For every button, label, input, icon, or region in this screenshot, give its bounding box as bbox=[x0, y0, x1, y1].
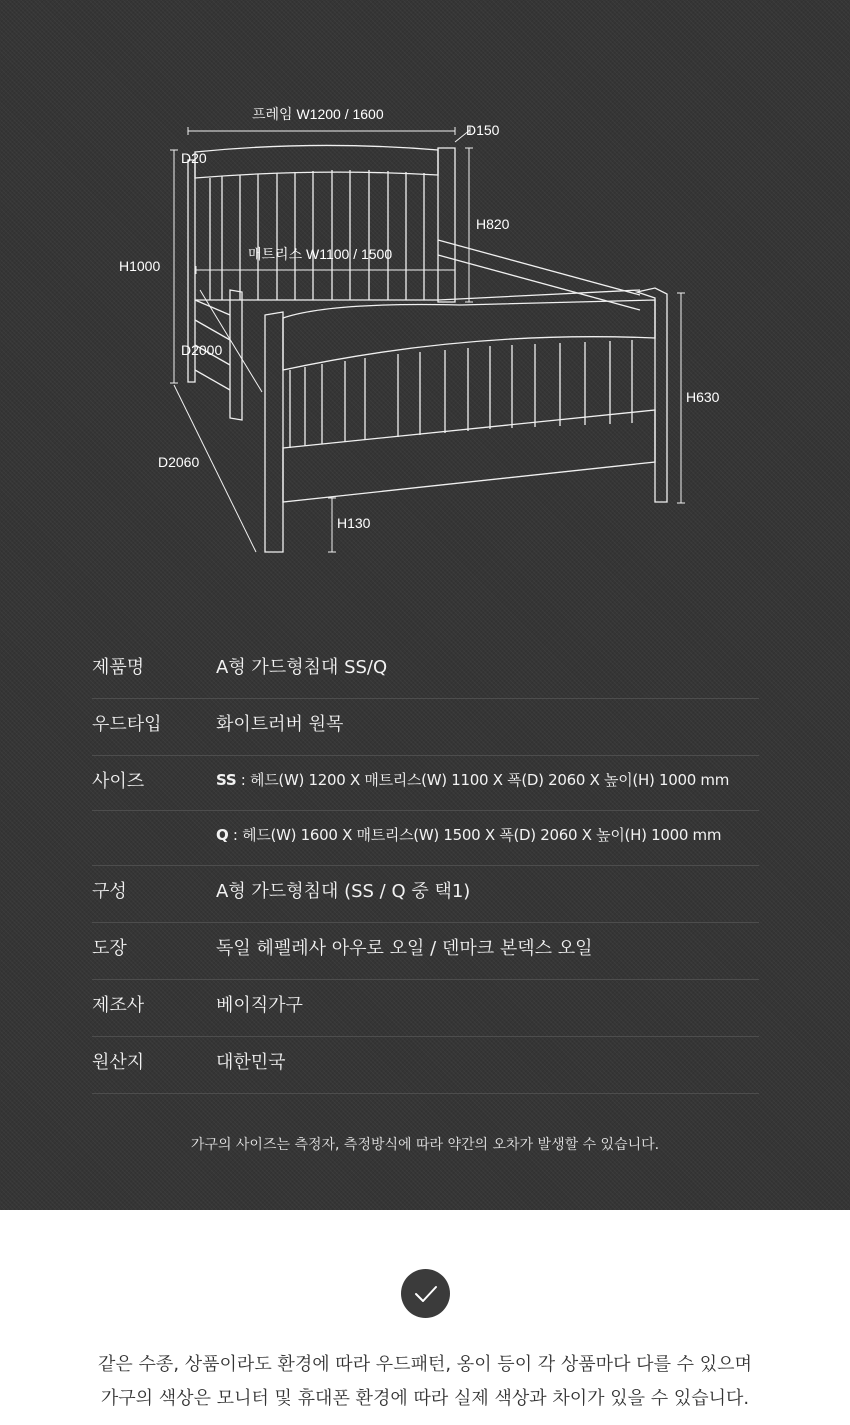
footboard-slats bbox=[290, 340, 632, 448]
footboard-left-post bbox=[265, 312, 283, 552]
spec-row-composition bbox=[92, 866, 759, 923]
checkmark-icon bbox=[401, 1269, 450, 1318]
headboard-right-post bbox=[438, 148, 455, 302]
spec-value: A형 가드형침대 (SS / Q 중 택1) bbox=[216, 881, 471, 902]
h1000-line bbox=[170, 150, 178, 383]
spec-value bbox=[216, 769, 729, 790]
spec-value bbox=[216, 824, 721, 845]
side-guard-post bbox=[230, 290, 242, 420]
side-rail bbox=[438, 240, 640, 310]
wood-notice bbox=[0, 1348, 850, 1416]
spec-row-finish bbox=[92, 923, 759, 980]
size-prefix: Q bbox=[216, 826, 229, 844]
h820-line bbox=[465, 148, 473, 302]
spec-label: 사이즈 bbox=[92, 771, 145, 792]
spec-value: A형 가드형침대 SS/Q bbox=[216, 657, 388, 678]
size-prefix: SS bbox=[216, 771, 237, 789]
size-tolerance-note: 가구의 사이즈는 측정자, 측정방식에 따라 약간의 오차가 발생할 수 있습니다. bbox=[190, 1137, 660, 1153]
spec-table bbox=[92, 642, 759, 1094]
spec-row-manufacturer bbox=[92, 980, 759, 1037]
bed-dimension-diagram bbox=[0, 0, 850, 600]
spec-row-product-name bbox=[92, 642, 759, 699]
footboard-top-rail bbox=[283, 300, 655, 370]
dim-h630: H630 bbox=[686, 389, 720, 405]
wood-notice-line-1: 같은 수종, 상품이라도 환경에 따라 우드패턴, 옹이 등이 각 상품마다 다를 수 있으며 bbox=[98, 1354, 752, 1375]
headboard-top-rail bbox=[195, 145, 438, 178]
dim-d150: D150 bbox=[466, 122, 500, 138]
spec-label: 우드타입 bbox=[92, 714, 162, 735]
spec-label: 원산지 bbox=[92, 1052, 145, 1073]
dim-d2000: D2000 bbox=[181, 342, 223, 358]
size-text: : 헤드(W) 1200 X 매트리스(W) 1100 X 폭(D) 2060 X 높이(H) 1000 mm bbox=[236, 771, 730, 789]
spec-value: 화이트러버 원목 bbox=[216, 714, 344, 735]
headboard-slats bbox=[210, 170, 424, 300]
spec-label: 제조사 bbox=[92, 995, 145, 1016]
spec-value: 독일 헤펠레사 아우로 오일 / 덴마크 본덱스 오일 bbox=[216, 938, 593, 959]
spec-label: 제품명 bbox=[92, 657, 145, 678]
frame-width-line bbox=[188, 127, 455, 135]
dim-h130: H130 bbox=[337, 515, 371, 531]
h630-line bbox=[677, 293, 685, 503]
dim-d2060: D2060 bbox=[158, 454, 200, 470]
d2000-line bbox=[200, 290, 262, 392]
spec-row-wood-type bbox=[92, 699, 759, 756]
footboard-right-post bbox=[637, 288, 667, 502]
dim-h1000: H1000 bbox=[119, 258, 161, 274]
spec-row-origin bbox=[92, 1037, 759, 1094]
h130-line bbox=[328, 498, 336, 552]
spec-label: 도장 bbox=[92, 938, 127, 959]
wood-notice-line-2: 가구의 색상은 모니터 및 휴대폰 환경에 따라 실제 색상과 차이가 있을 수 있습니다. bbox=[100, 1388, 750, 1409]
dim-h820: H820 bbox=[476, 216, 510, 232]
mattress-width-line bbox=[196, 266, 455, 274]
spec-row-size-ss bbox=[92, 756, 759, 811]
spec-label: 구성 bbox=[92, 881, 127, 902]
footboard-bottom-rail bbox=[283, 410, 655, 502]
dim-mattress-width: 매트리스 W1100 / 1500 bbox=[248, 246, 393, 262]
spec-value: 베이직가구 bbox=[216, 995, 303, 1016]
size-text: : 헤드(W) 1600 X 매트리스(W) 1500 X 폭(D) 2060 X 높이(H) 1000 mm bbox=[228, 826, 722, 844]
spec-value: 대한민국 bbox=[216, 1052, 286, 1073]
dim-frame-width: 프레임 W1200 / 1600 bbox=[252, 106, 384, 122]
dim-d20: D20 bbox=[181, 150, 207, 166]
spec-row-size-q bbox=[92, 811, 759, 866]
